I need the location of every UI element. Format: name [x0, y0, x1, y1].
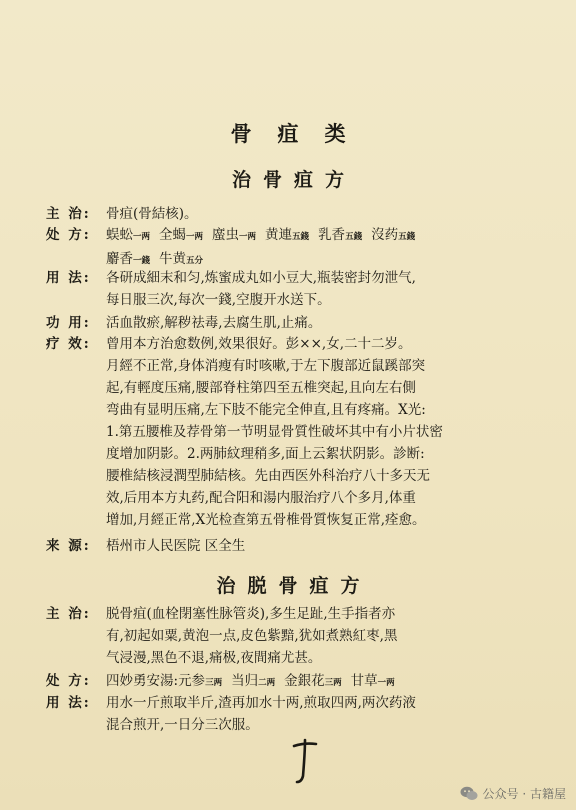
s2-yongfa-row — [46, 692, 550, 736]
page-number-glyph — [290, 738, 320, 786]
s2-chufang-label: 处 方: — [46, 673, 91, 689]
page-number — [290, 738, 320, 786]
herb-item: 金銀花三两 — [284, 673, 342, 689]
herb-item: 当归二两 — [231, 673, 276, 689]
page-title: 骨疽类 — [230, 121, 372, 146]
s1-liaoxiao-line: 效,后用本方丸药,配合阳和湯内服治疗八个多月,体重 — [106, 490, 416, 506]
s2-zhuzhi-label: 主 治: — [46, 606, 91, 622]
s1-zhuzhi-text: 骨疽(骨結核)。 — [106, 206, 198, 222]
s2-zhuzhi-line: 脱骨疽(血栓閉塞性脉管炎),多生足趾,生手指者亦 — [106, 606, 396, 622]
s2-yongfa-label: 用 法: — [46, 695, 91, 711]
herb-item: 全蝎一两 — [159, 227, 204, 243]
s1-liaoxiao-row — [46, 333, 550, 531]
s1-laiyuan-label: 来 源: — [46, 538, 91, 554]
herb-item: 沒药五錢 — [371, 227, 416, 243]
s1-liaoxiao-line: 增加,月經正常,X光检查第五骨椎骨質恢复正常,痊愈。 — [106, 512, 426, 528]
herb-item: 黄連五錢 — [265, 227, 310, 243]
s1-gongyong-text: 活血散瘀,解秽祛毒,去腐生肌,止痛。 — [106, 315, 322, 331]
s2-zhuzhi-line: 气浸漫,黑色不退,痛极,夜間痛尤甚。 — [106, 650, 322, 666]
s1-yongfa-line: 每日服三次,每次一錢,空腹开水送下。 — [106, 292, 331, 308]
section-title-1: 治骨疽方 — [231, 169, 356, 191]
herb-item: 甘草一两 — [350, 673, 395, 689]
s1-chufang-row — [46, 224, 550, 272]
watermark — [460, 785, 566, 802]
s2-zhuzhi-line: 有,初起如粟,黄泡一点,皮色紫黯,犹如煮熟紅枣,黑 — [106, 628, 398, 644]
s2-zhuzhi-row — [46, 603, 550, 669]
s1-gongyong-label: 功 用: — [46, 315, 91, 331]
s1-liaoxiao-line: 弯曲有显明压痛,左下肢不能完全伸直,且有疼痛。X光: — [106, 402, 426, 418]
herb-item: 元参三两 — [178, 673, 223, 689]
herb-item: 乳香五錢 — [318, 227, 363, 243]
s1-liaoxiao-line: 腰椎結核浸潤型肺結核。先由西医外科治疗八十多天无 — [106, 468, 430, 484]
s2-herb-line — [106, 670, 550, 694]
s1-yongfa-row — [46, 267, 550, 311]
s1-liaoxiao-line: 1.第五腰椎及荐骨第一节明显骨質性破坏其中有小片状密 — [106, 424, 443, 440]
herb-item: 麝香一錢 — [106, 251, 151, 267]
s1-zhuzhi-row — [46, 203, 550, 225]
herb-item: 䗪虫一两 — [212, 227, 257, 243]
formula-name: 四妙勇安湯: — [106, 673, 179, 689]
s1-laiyuan-text: 梧州市人民医院 区全生 — [106, 538, 246, 554]
watermark-text: 公众号 · 古籍屋 — [482, 787, 566, 801]
s1-herb-line-1 — [106, 224, 550, 248]
s1-liaoxiao-line: 曾用本方治愈数例,效果很好。彭××,女,二十二岁。 — [106, 336, 412, 352]
s2-yongfa-line: 混合煎开,一日分三次服。 — [106, 717, 259, 733]
s2-chufang-row — [46, 670, 550, 694]
herb-item: 牛黄五分 — [159, 251, 204, 267]
herb-item: 蜈蚣一两 — [106, 227, 151, 243]
s1-chufang-label: 处 方: — [46, 227, 91, 243]
s1-yongfa-label: 用 法: — [46, 270, 91, 286]
s1-zhuzhi-label: 主 治: — [46, 206, 91, 222]
wechat-icon — [460, 786, 478, 801]
s1-liaoxiao-line: 起,有輕度压痛,腰部脊柱第四至五椎突起,且向左右側 — [106, 380, 416, 396]
s1-liaoxiao-line: 月經不正常,身体消瘦有时咳嗽,于左下腹部近鼠蹊部突 — [106, 358, 426, 374]
section-title-2: 治脱骨疽方 — [216, 575, 372, 597]
s2-yongfa-line: 用水一斤煎取半斤,渣再加水十两,煎取四两,两次药液 — [106, 695, 416, 711]
s1-yongfa-line: 各研成細末和匀,炼蜜成丸如小豆大,瓶装密封勿泄气, — [106, 270, 416, 286]
s1-liaoxiao-label: 疗 效: — [46, 336, 91, 352]
s1-liaoxiao-line: 度增加阴影。2.两肺紋理稍多,面上云絮状阴影。診断: — [106, 446, 425, 462]
s1-gongyong-row — [46, 312, 550, 334]
s1-laiyuan-row — [46, 535, 550, 557]
